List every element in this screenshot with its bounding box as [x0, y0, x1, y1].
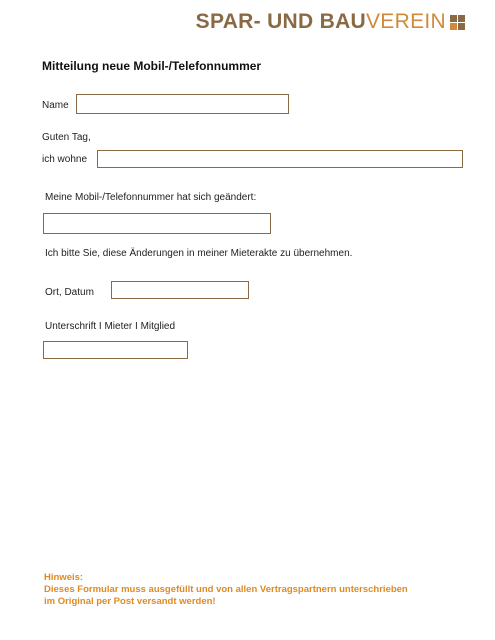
- logo-squares-icon: [450, 15, 465, 30]
- form-title: Mitteilung neue Mobil-/Telefonnummer: [42, 59, 262, 73]
- name-label: Name: [42, 100, 69, 111]
- company-logo: [196, 9, 465, 35]
- phone-label: Meine Mobil-/Telefonnummer hat sich geändert:: [45, 192, 257, 203]
- logo-text-primary: SPAR- UND BAU: [195, 10, 366, 33]
- signature-label: Unterschrift I Mieter I Mitglied: [45, 321, 176, 332]
- place-date-field[interactable]: [111, 281, 249, 299]
- notice-heading: Hinweis:: [44, 572, 84, 583]
- notice-line-2: im Original per Post versandt werden!: [44, 596, 216, 607]
- logo-text-secondary: VEREIN: [366, 10, 446, 33]
- name-field[interactable]: [76, 94, 289, 114]
- notice-box: [44, 572, 408, 608]
- place-date-label: Ort, Datum: [45, 287, 94, 298]
- signature-field[interactable]: [43, 341, 188, 359]
- request-text: Ich bitte Sie, diese Änderungen in meiner Mieterakte zu übernehmen.: [45, 248, 353, 259]
- address-label: ich wohne: [42, 154, 88, 165]
- greeting-text: Guten Tag,: [42, 132, 91, 143]
- phone-field[interactable]: [43, 213, 271, 234]
- notice-line-1: Dieses Formular muss ausgefüllt und von allen Vertragspartnern unterschrieben: [44, 584, 408, 595]
- address-field[interactable]: [97, 150, 463, 168]
